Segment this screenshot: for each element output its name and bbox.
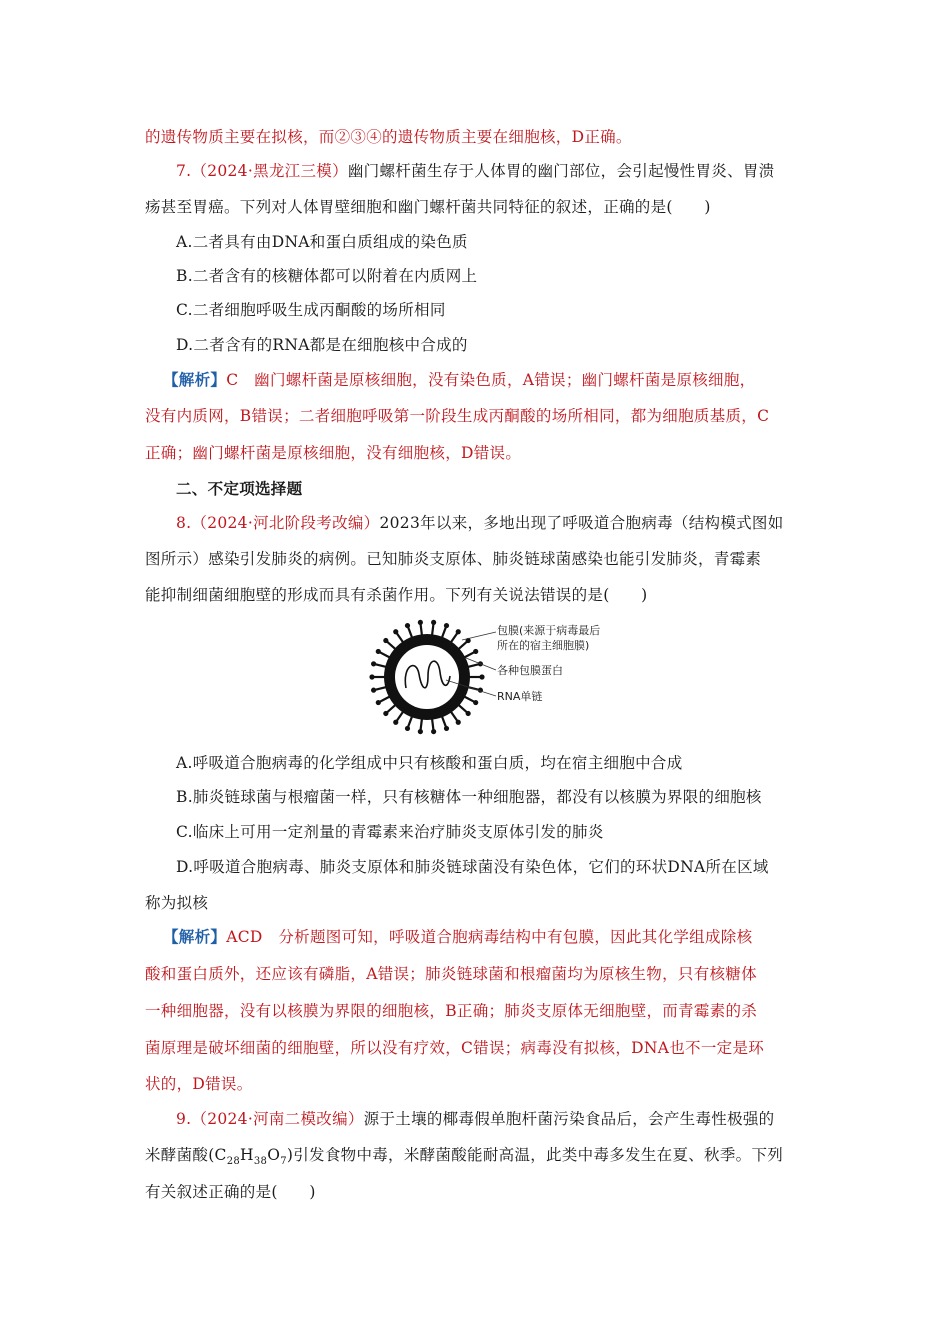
q7-stem-line1: 7.（2024·黑龙江三模）幽门螺杆菌生存于人体胃的幽门部位，会引起慢性胃炎、胃溃 bbox=[176, 162, 775, 180]
spike-head bbox=[393, 629, 398, 634]
q8-source: （2024·河北阶段考改编） bbox=[191, 514, 380, 532]
analysis-label: 【解析】 bbox=[163, 370, 227, 389]
q8-analysis-line3: 一种细胞器，没有以核膜为界限的细胞核，B正确；肺炎支原体无细胞壁，而青霉素的杀 bbox=[145, 1002, 758, 1020]
q8-stem-line2: 图所示）感染引发肺炎的病例。已知肺炎支原体、肺炎链球菌感染也能引发肺炎，青霉素 bbox=[145, 550, 762, 568]
leader-line-envelope bbox=[462, 632, 496, 640]
leader-line-proteins bbox=[466, 658, 496, 670]
q8-option-a: A.呼吸道合胞病毒的化学组成中只有核酸和蛋白质，均在宿主细胞中合成 bbox=[176, 754, 683, 772]
label-envelope-line1: 包膜(来源于病毒最后 bbox=[497, 624, 601, 637]
spike-head bbox=[376, 700, 381, 705]
spike-head bbox=[383, 711, 388, 716]
spike-head bbox=[418, 620, 423, 625]
spike-head bbox=[431, 729, 436, 734]
q8-option-b: B.肺炎链球菌与根瘤菌一样，只有核糖体一种细胞器，都没有以核膜为界限的细胞核 bbox=[176, 788, 762, 806]
q9-source: （2024·河南二模改编） bbox=[191, 1110, 364, 1128]
q7-analysis-line2: 没有内质网，B错误；二者细胞呼吸第一阶段生成丙酮酸的场所相同，都为细胞质基质，C bbox=[145, 407, 770, 425]
q7-option-c: C.二者细胞呼吸生成丙酮酸的场所相同 bbox=[176, 301, 446, 319]
label-envelope-proteins: 各种包膜蛋白 bbox=[497, 664, 563, 677]
q9-stem-line2: 米酵菌酸$(C_{28}H_{38}O_7)$引发食物中毒，米酵菌酸能耐高温，此类中毒多发生在夏、秋季。下列 bbox=[145, 1146, 784, 1168]
q7-option-a: A.二者具有由DNA和蛋白质组成的染色质 bbox=[176, 233, 468, 251]
q8-stem-line3: 能抑制细菌细胞壁的形成而具有杀菌作用。下列有关说法错误的是( ) bbox=[145, 586, 648, 604]
spike-head bbox=[418, 729, 423, 734]
q8-option-d-line2: 称为拟核 bbox=[145, 894, 209, 912]
spike-head bbox=[473, 649, 478, 654]
spike-head bbox=[376, 649, 381, 654]
section-heading: 二、不定项选择题 bbox=[176, 479, 303, 498]
spike-head bbox=[405, 726, 410, 731]
q7-source: （2024·黑龙江三模） bbox=[191, 162, 348, 180]
q7-stem-line2: 疡甚至胃癌。下列对人体胃壁细胞和幽门螺杆菌共同特征的叙述，正确的是( ) bbox=[145, 198, 711, 216]
spike-head bbox=[383, 638, 388, 643]
spike-head bbox=[456, 629, 461, 634]
q9-stem-line1: 9.（2024·河南二模改编）源于土壤的椰毒假单胞杆菌污染食品后，会产生毒性极强的 bbox=[176, 1110, 775, 1128]
q8-analysis-line5: 状的，D错误。 bbox=[145, 1075, 253, 1093]
spike-head bbox=[444, 623, 449, 628]
label-rna-strand: RNA单链 bbox=[497, 690, 543, 703]
spike-head bbox=[405, 623, 410, 628]
spike-head bbox=[444, 726, 449, 731]
q7-option-b: B.二者含有的核糖体都可以附着在内质网上 bbox=[176, 267, 478, 285]
spike-head bbox=[456, 720, 461, 725]
label-envelope-line2: 所在的宿主细胞膜) bbox=[497, 639, 590, 652]
q8-analysis-line1: 【解析】ACD 分析题图可知，呼吸道合胞病毒结构中有包膜，因此其化学组成除核 bbox=[163, 927, 753, 946]
q7-analysis-line3: 正确；幽门螺杆菌是原核细胞，没有细胞核，D错误。 bbox=[145, 444, 522, 462]
q8-stem-line1: 8.（2024·河北阶段考改编）2023年以来，多地出现了呼吸道合胞病毒（结构模式图如 bbox=[176, 514, 784, 532]
spike-head bbox=[431, 620, 436, 625]
q9-stem-line3: 有关叙述正确的是( ) bbox=[145, 1183, 316, 1201]
spike-head bbox=[371, 688, 376, 693]
virus-structure-figure bbox=[366, 618, 601, 736]
q8-analysis-line2: 酸和蛋白质外，还应该有磷脂，A错误；肺炎链球菌和根瘤菌均为原核生物，只有核糖体 bbox=[145, 965, 757, 983]
spike-head bbox=[393, 720, 398, 725]
q7-analysis-line1: 【解析】C 幽门螺杆菌是原核细胞，没有染色质，A错误；幽门螺杆菌是原核细胞， bbox=[163, 370, 756, 389]
q7-number: 7. bbox=[176, 162, 192, 180]
spike-head bbox=[369, 674, 374, 679]
spike-head bbox=[466, 711, 471, 716]
spike-head bbox=[473, 700, 478, 705]
prev-answer-tail: 的遗传物质主要在拟核，而②③④的遗传物质主要在细胞核，D正确。 bbox=[145, 128, 632, 146]
spike-head bbox=[371, 661, 376, 666]
spike-head bbox=[479, 674, 484, 679]
q8-analysis-line4: 菌原理是破坏细菌的细胞壁，所以没有疗效，C错误；病毒没有拟核，DNA也不一定是环 bbox=[145, 1039, 765, 1057]
q8-option-d-line1: D.呼吸道合胞病毒、肺炎支原体和肺炎链球菌没有染色体，它们的环状DNA所在区域 bbox=[176, 858, 769, 876]
q8-option-c: C.临床上可用一定剂量的青霉素来治疗肺炎支原体引发的肺炎 bbox=[176, 823, 604, 841]
q7-option-d: D.二者含有的RNA都是在细胞核中合成的 bbox=[176, 336, 468, 354]
